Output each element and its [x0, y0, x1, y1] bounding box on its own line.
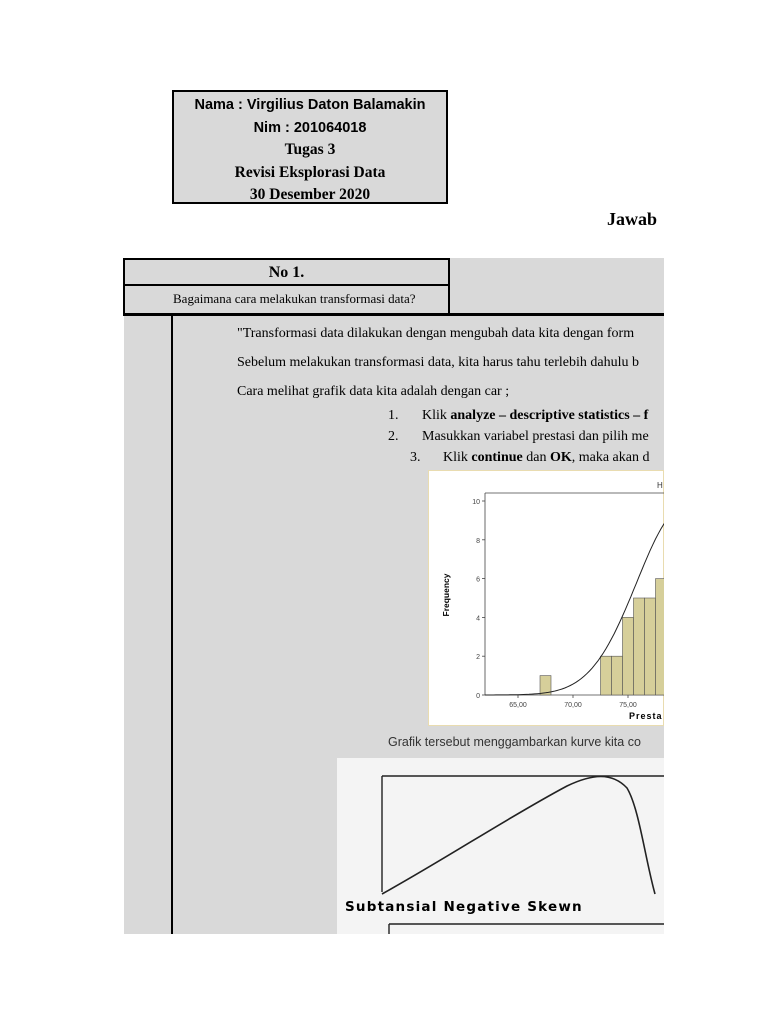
student-name: Nama : Virgilius Daton Balamakin	[194, 97, 426, 113]
step-3-text: Klik continue dan OK, maka akan d	[443, 450, 650, 465]
identity-box	[172, 90, 448, 204]
y-tick-label: 4	[476, 615, 480, 623]
question-text-cell: Bagaimana cara melakukan transformasi data?	[123, 284, 450, 314]
step-3-number: 3.	[410, 450, 421, 465]
y-axis-label: Frequency	[441, 573, 451, 617]
y-tick-label: 0	[476, 693, 480, 700]
histogram-bar	[623, 617, 634, 695]
x-tick-label: 75,00	[619, 702, 637, 709]
student-nim: Nim : 201064018	[253, 119, 367, 136]
x-tick-label: 65,00	[509, 702, 527, 709]
histogram-bars	[540, 579, 665, 695]
table-column-line	[171, 316, 173, 934]
paragraph-2: Sebelum melakukan transformasi data, kita harus tahu terlebih dahulu b	[237, 355, 639, 370]
y-ticks	[472, 499, 485, 700]
histogram-bar	[634, 598, 645, 695]
x-axis-label: Presta	[629, 711, 663, 721]
answer-heading: Jawab	[607, 209, 658, 229]
histogram-bar	[601, 656, 612, 695]
chart-caption: Grafik tersebut menggambarkan kurve kita co	[388, 735, 641, 749]
page-crop-edge	[664, 0, 768, 1024]
paragraph-1: "Transformasi data dilakukan dengan mengubah data kita dengan form	[237, 326, 635, 341]
y-tick-label: 6	[476, 576, 480, 584]
step-2-number: 2.	[388, 429, 399, 444]
y-tick-label: 2	[476, 654, 480, 662]
paragraph-3: Cara melihat grafik data kita adalah dengan car ;	[237, 384, 510, 399]
histogram-bar	[645, 598, 656, 695]
assignment-number: Tugas 3	[284, 141, 336, 158]
y-tick-label: 8	[476, 537, 480, 545]
step-1-text: Klik analyze – descriptive statistics – f	[422, 408, 649, 423]
step-2-text: Masukkan variabel prestasi dan pilih me	[422, 429, 649, 444]
chart-title: H	[657, 481, 663, 490]
skew-label: Subtansial Negative Skewn	[345, 899, 583, 915]
y-tick-label: 10	[472, 499, 480, 506]
x-ticks	[509, 695, 637, 709]
step-1-number: 1.	[388, 408, 399, 423]
histogram-svg	[429, 471, 665, 727]
table-divider	[123, 313, 664, 316]
assignment-title: Revisi Eksplorasi Data	[234, 163, 386, 181]
question-number-cell: No 1.	[123, 258, 450, 286]
assignment-date: 30 Desember 2020	[249, 186, 371, 203]
histogram-bar	[612, 656, 623, 695]
histogram-chart	[428, 470, 664, 726]
x-tick-label: 70,00	[564, 702, 582, 709]
